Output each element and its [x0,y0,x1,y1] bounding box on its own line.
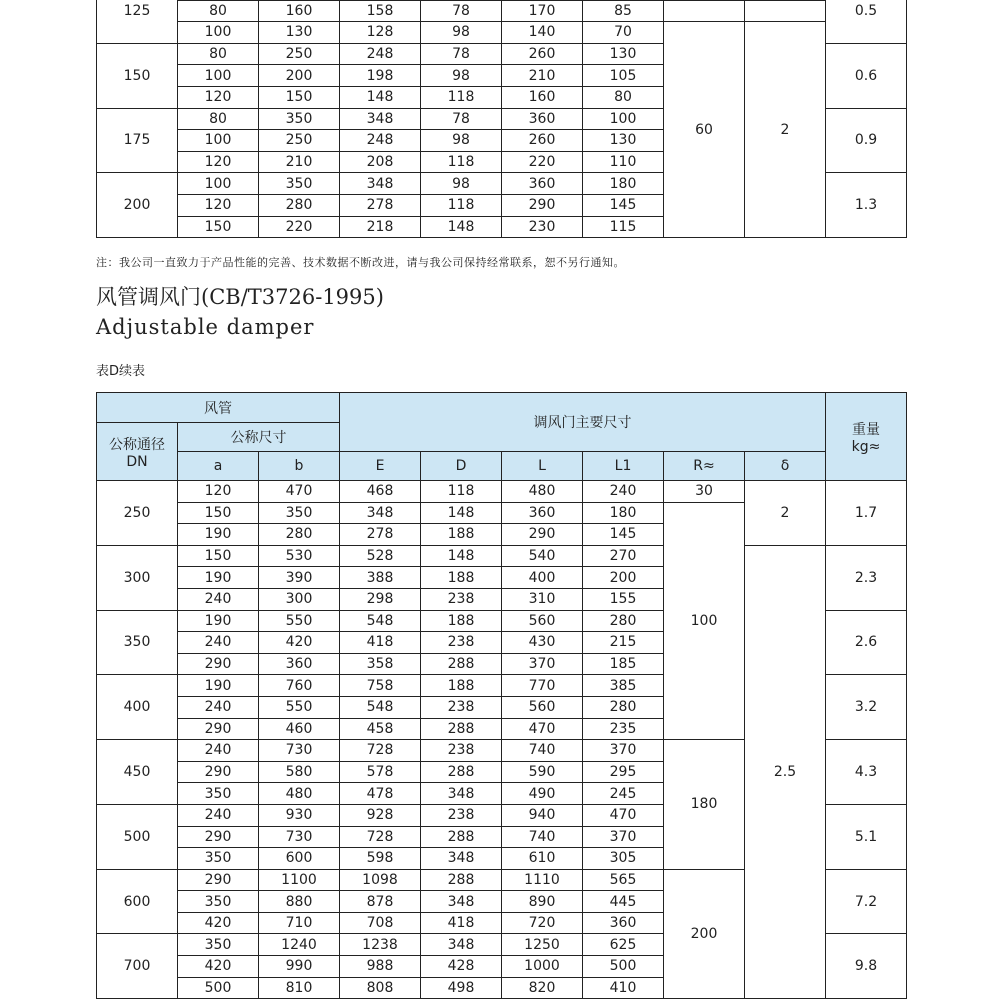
header-main-dims: 调风门主要尺寸 [340,393,826,452]
r-cell: 60 [664,22,745,238]
header-col-a: a [178,452,259,481]
table-row: 450 240 730 728 238 740 370 180 4.3 [97,740,907,762]
delta-cell: 2 [745,481,826,546]
header-col-D: D [421,452,502,481]
table-row: 175 80 350 348 78 360 100 0.9 [97,108,907,130]
header-col-b: b [259,452,340,481]
weight-cell: 1.7 [826,481,907,546]
table-row: 500 810 808 498 820 410 [97,977,907,999]
table-row: 120 210 208 118 220 110 [97,151,907,173]
dn-cell: 200 [97,173,178,238]
footnote: 注：我公司一直致力于产品性能的完善、技术数据不断改进，请与我公司保持经常联系，恕不另行通知。 [96,256,625,269]
table-row: 350 880 878 348 890 445 [97,891,907,913]
dn-cell: 350 [97,610,178,675]
dn-cell: 400 [97,675,178,740]
weight-cell: 5.1 [826,804,907,869]
r-cell: 200 [664,869,745,999]
table-row: 420 710 708 418 720 360 [97,912,907,934]
delta-cell: 2.5 [745,545,826,998]
table-row: 290 460 458 288 470 235 [97,718,907,740]
table-row: 150 350 348 148 360 180 100 [97,502,907,524]
table-row: 290 580 578 288 590 295 [97,761,907,783]
table-row: 350 190 550 548 188 560 280 2.6 [97,610,907,632]
weight-label: 重量 [852,421,880,438]
table-row: 500 240 930 928 238 940 470 5.1 [97,804,907,826]
weight-cell: 0.9 [826,108,907,173]
weight-cell: 1.3 [826,173,907,238]
table-row: 400 190 760 758 188 770 385 3.2 [97,675,907,697]
weight-unit: kg≈ [851,438,881,455]
r-cell: 100 [664,502,745,740]
dn-cell: 250 [97,481,178,546]
weight-cell: 9.8 [826,934,907,999]
r-cell: 180 [664,740,745,870]
delta-cell: 2 [745,22,826,238]
dn-cell: 125 [97,0,178,43]
weight-cell: 7.2 [826,869,907,934]
table-row: 120 280 278 118 290 145 [97,194,907,216]
table-row: 100 130 128 98 140 70 60 2 [97,22,907,44]
table-row: 700 350 1240 1238 348 1250 625 9.8 [97,934,907,956]
table-row: 190 390 388 188 400 200 [97,567,907,589]
table-row: 290 730 728 288 740 370 [97,826,907,848]
table-row: 300 150 530 528 148 540 270 2.5 2.3 [97,545,907,567]
dn-cell: 500 [97,804,178,869]
weight-cell: 2.3 [826,545,907,610]
dn-cell: 600 [97,869,178,934]
table-row: 350 480 478 348 490 245 [97,783,907,805]
damper-dimension-table [96,392,907,999]
table-row: 290 360 358 288 370 185 [97,653,907,675]
dn-cell: 700 [97,934,178,999]
top-dimension-table [96,0,907,238]
table-row: 100 200 198 98 210 105 [97,65,907,87]
table-row: 190 280 278 188 290 145 [97,524,907,546]
table-row: 240 550 548 238 560 280 [97,696,907,718]
table-row: 350 600 598 348 610 305 [97,848,907,870]
dn-cell: 450 [97,740,178,805]
header-weight [826,393,907,481]
page-title: 风管调风门(CB/T3726-1995) [96,285,384,309]
table-row: 600 290 1100 1098 288 1110 565 200 7.2 [97,869,907,891]
dn-cell: 150 [97,43,178,108]
r-cell: 30 [664,481,745,503]
table-row: 250 120 470 468 118 480 240 30 2 1.7 [97,481,907,503]
table-row: 200 100 350 348 98 360 180 1.3 [97,173,907,195]
weight-cell: 2.6 [826,610,907,675]
table-row: 80 160 158 78 170 85 [97,0,907,22]
dn-cell: 300 [97,545,178,610]
weight-cell: 0.5 [826,0,907,43]
weight-cell: 3.2 [826,675,907,740]
header-col-L1: L1 [583,452,664,481]
header-col-L: L [502,452,583,481]
table-row: 150 220 218 148 230 115 [97,216,907,238]
table-row: 240 300 298 238 310 155 [97,588,907,610]
header-nominal-diameter: 公称通径 DN [97,423,178,481]
weight-cell: 4.3 [826,740,907,805]
table-row: 120 150 148 118 160 80 [97,86,907,108]
dn-cell: 175 [97,108,178,173]
header-col-R: R≈ [664,452,745,481]
table-row: 150 80 250 248 78 260 130 0.6 [97,43,907,65]
weight-cell: 0.6 [826,43,907,108]
table-row: 420 990 988 428 1000 500 [97,956,907,978]
header-nominal-size: 公称尺寸 [178,423,340,452]
header-duct: 风管 [97,393,340,423]
table-caption: 表D续表 [96,364,146,379]
table-row: 100 250 248 98 260 130 [97,130,907,152]
header-col-E: E [340,452,421,481]
page-subtitle: Adjustable damper [96,315,315,339]
header-col-delta: δ [745,452,826,481]
table-row: 240 420 418 238 430 215 [97,632,907,654]
